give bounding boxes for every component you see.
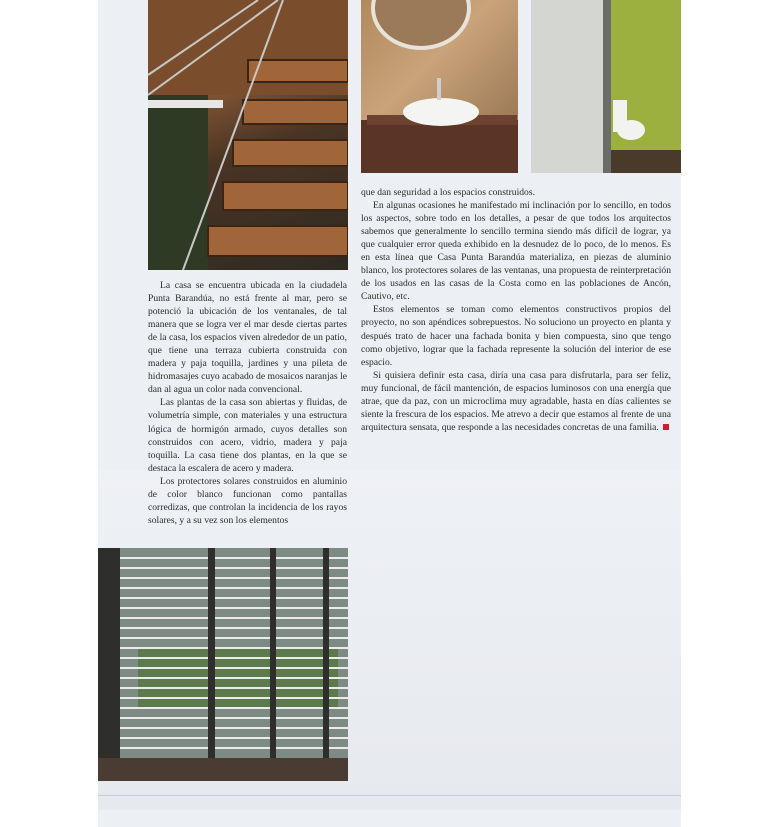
paragraph-continuation: que dan seguridad a los espacios construidos. [361, 187, 535, 198]
bathroom-sink-photo [361, 0, 518, 173]
staircase-photo [148, 0, 348, 270]
end-of-article-mark [663, 424, 669, 430]
bottom-rule [98, 795, 681, 796]
paragraph: La casa se encuentra ubicada en la ciudadela Punta Barandúa, no está frente al mar, pero se potenció la ubicación de los ventanales, de tal manera que se logra ver el mar desde ciertas partes de la casa, los espacios viven alrededor de un patio, que tiene una terraza cubierta construida con madera y paja toquilla, jardines y una pileta de hidromasajes cuyo acabado de mosaicos naranjas le dan al agua un color nada convencional. [148, 280, 347, 396]
paragraph [361, 369, 671, 434]
paragraph: Estos elementos se toman como elementos constructivos propios del proyecto, no son apéndices sobrepuestos. No soluciono un proyecto en planta y después trato de hacer una fachada bonita y bien compuesta, sino que tengo como objetivo, lograr que la fachada represente la solución del interior de ese espacio. [361, 304, 671, 368]
final-paragraph-text: Si quisiera definir esta casa, diría una casa para disfrutarla, para ser feliz, muy funcional, de fácil mantención, de espacios luminosos con una energía que atrae, que da paz, con un microclima muy agradable, hasta en días calientes se siente la frescura de los espacios. Me atrevo a decir que estamos al frente de una arquitectura sensata, que responde a las necesidades concretas de una familia. [361, 369, 671, 433]
sliding-sunscreens-photo [98, 548, 348, 781]
paragraph: Las plantas de la casa son abiertas y fluidas, de volumetría simple, con materiales y una estructura lógica de hormigón armado, cuyos detalles son construidos con acero, vidrio, madera y paja toquilla. La casa tiene dos plantas, en la que se destaca la escalera de acero y madera. [148, 397, 347, 474]
paragraph: En algunas ocasiones he manifestado mi inclinación por lo sencillo, en todos los aspectos, sobre todo en los detalles, a pesar de que todos los arquitectos sabemos que generalmente lo sencillo termina siendo más difícil de lograr, ya que cualquier error queda exhibido en la desnudez de lo poco, de lo menos. Es en esta línea que Casa Punta Barandúa materializa, en piezas de aluminio blanco, los protectores solares de las ventanas, una propuesta de reinterpretación de los usados en las casas de la Costa como en las poblaciones de Ancón, Cautivo, etc. [361, 200, 671, 303]
article-left-column [148, 279, 347, 527]
toilet-room-photo [531, 0, 681, 173]
paragraph: Los protectores solares construidos en aluminio de color blanco funcionan como pantallas corredizas, que controlan la incidencia de los rayos solares, y a su vez son los elementos [148, 475, 347, 526]
article-right-column [361, 186, 671, 434]
